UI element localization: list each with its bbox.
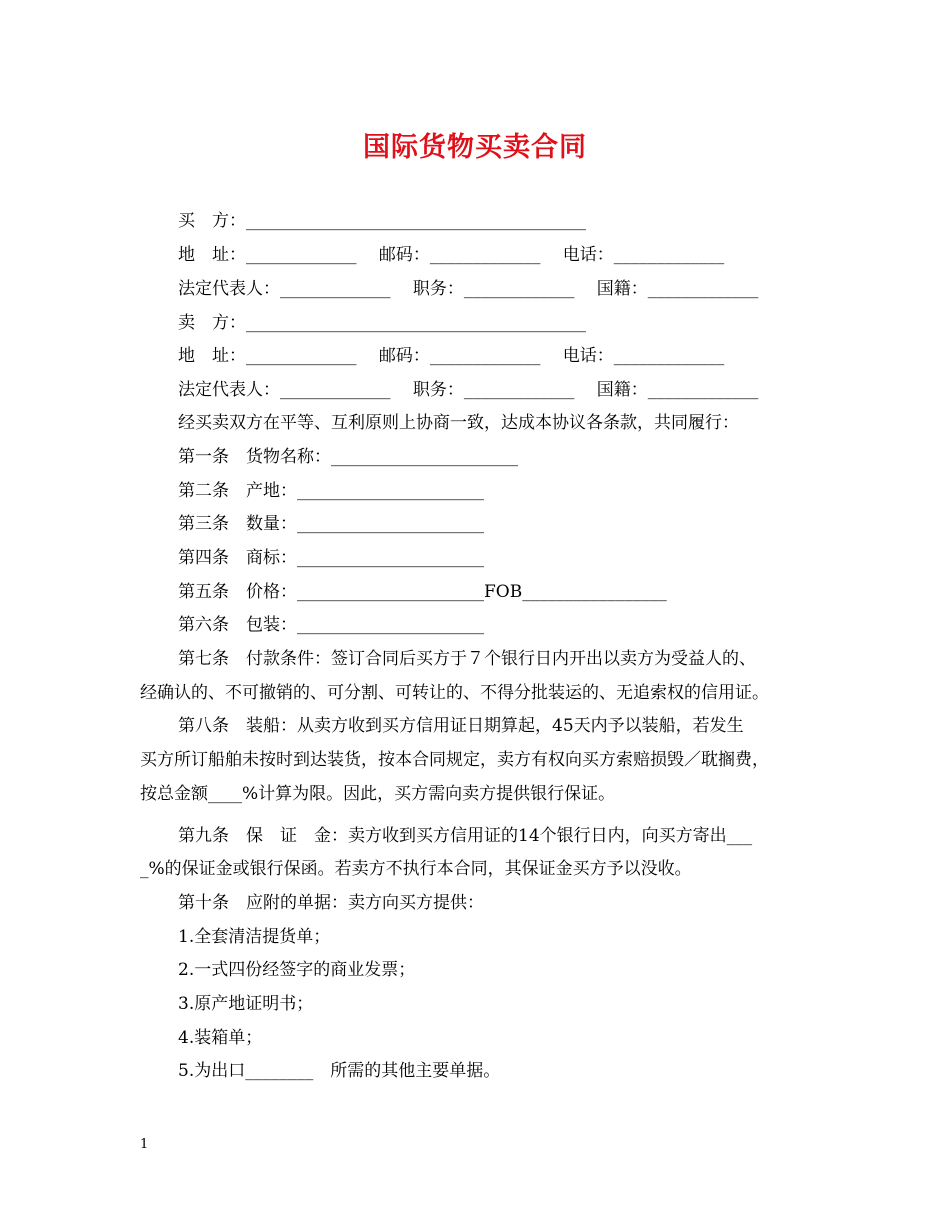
article-10: 第十条 应附的单据：卖方向买方提供：	[178, 893, 484, 913]
article-5: 第五条 价格：______________________FOB_________________	[178, 582, 667, 602]
document-item-5: 5.为出口________ 所需的其他主要单据。	[178, 1061, 501, 1081]
seller-representative-line: 法定代表人：_____________ 职务：_____________ 国籍：_____________	[178, 380, 759, 400]
article-7-line-2: 经确认的、不可撤销的、可分割、可转让的、不得分批装运的、无追索权的信用证。	[140, 683, 769, 703]
article-9-line-2: _%的保证金或银行保函。若卖方不执行本合同，其保证金买方予以没收。	[140, 859, 692, 879]
document-item-3: 3.原产地证明书；	[178, 994, 314, 1014]
seller-address-line: 地 址：_____________ 邮码：_____________ 电话：_____________	[178, 346, 725, 366]
article-8-line-1: 第八条 装船：从卖方收到买方信用证日期算起，45天内予以装船，若发生	[178, 716, 744, 736]
buyer-name-line: 买 方：________________________________________	[178, 211, 586, 231]
article-1: 第一条 货物名称：______________________	[178, 447, 518, 467]
article-9-line-1: 第九条 保 证 金：卖方收到买方信用证的14个银行日内，向买方寄出___	[178, 826, 753, 846]
article-7-line-1: 第七条 付款条件：签订合同后买方于７个银行日内开出以卖方为受益人的、	[178, 649, 756, 669]
seller-name-line: 卖 方：________________________________________	[178, 313, 586, 333]
article-8-line-3: 按总金额____%计算为限。因此，买方需向卖方提供银行保证。	[140, 784, 616, 804]
article-2: 第二条 产地：______________________	[178, 481, 484, 501]
agreement-intro: 经买卖双方在平等、互利原则上协商一致，达成本协议各条款，共同履行：	[178, 413, 739, 433]
buyer-address-line: 地 址：_____________ 邮码：_____________ 电话：_____________	[178, 245, 725, 265]
page-number: 1	[140, 1137, 149, 1152]
article-4: 第四条 商标：______________________	[178, 548, 484, 568]
article-3: 第三条 数量：______________________	[178, 514, 484, 534]
article-6: 第六条 包装：______________________	[178, 615, 484, 635]
buyer-representative-line: 法定代表人：_____________ 职务：_____________ 国籍：_____________	[178, 279, 759, 299]
document-title: 国际货物买卖合同	[363, 132, 587, 163]
document-item-2: 2.一式四份经签字的商业发票；	[178, 960, 416, 980]
document-item-1: 1.全套清洁提货单；	[178, 927, 331, 947]
article-8-line-2: 买方所订船舶未按时到达装货，按本合同规定，卖方有权向买方索赔损毁／耽搁费，	[140, 750, 769, 770]
document-item-4: 4.装箱单；	[178, 1028, 263, 1048]
